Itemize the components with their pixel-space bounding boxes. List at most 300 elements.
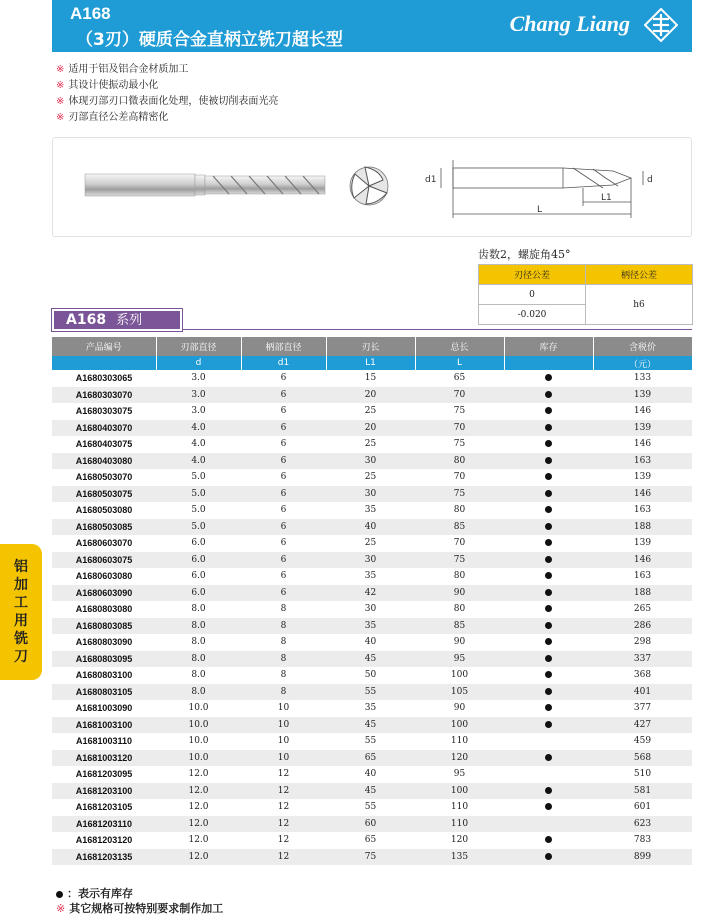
d1-cell: 6 <box>241 469 326 486</box>
price-cell: 783 <box>593 832 692 849</box>
stock-cell <box>504 750 593 767</box>
d-cell: 12.0 <box>156 816 241 833</box>
code-cell: A1681003110 <box>52 733 156 750</box>
custom-note-mark: ※ <box>56 902 66 915</box>
column-header: 总长 <box>415 337 504 356</box>
table-row <box>52 552 692 569</box>
stock-cell <box>504 733 593 750</box>
table-row <box>52 783 692 800</box>
column-header: 刃长 <box>326 337 415 356</box>
table-row <box>52 634 692 651</box>
d-cell: 6.0 <box>156 568 241 585</box>
d1-cell: 10 <box>241 717 326 734</box>
stock-cell <box>504 469 593 486</box>
d1-cell: 12 <box>241 766 326 783</box>
l-cell: 110 <box>415 816 504 833</box>
in-stock-dot-icon <box>545 754 552 761</box>
side-tab-char: 用 <box>14 613 28 629</box>
price-cell: 139 <box>593 387 692 404</box>
feature-item <box>56 78 278 94</box>
table-row <box>52 667 692 684</box>
category-side-tab <box>0 544 42 680</box>
side-tab-char: 工 <box>14 595 28 611</box>
d-cell: 8.0 <box>156 634 241 651</box>
shank-tol-header: 柄径公差 <box>586 265 693 285</box>
price-cell: 510 <box>593 766 692 783</box>
l-cell: 85 <box>415 519 504 536</box>
column-subheader: d1 <box>241 356 326 370</box>
code-cell: A1680403070 <box>52 420 156 437</box>
table-row <box>52 535 692 552</box>
in-stock-dot-icon <box>545 704 552 711</box>
table-row <box>52 849 692 866</box>
l-cell: 75 <box>415 486 504 503</box>
d-cell: 8.0 <box>156 684 241 701</box>
l1-cell: 45 <box>326 783 415 800</box>
table-row <box>52 568 692 585</box>
price-cell: 298 <box>593 634 692 651</box>
dim-d1-label: d1 <box>425 175 437 185</box>
l-cell: 85 <box>415 618 504 635</box>
blade-tol-lower: -0.020 <box>479 305 586 325</box>
series-suffix: 系列 <box>116 313 143 328</box>
l1-cell: 35 <box>326 618 415 635</box>
dim-d-label: d <box>647 175 653 185</box>
table-row <box>52 519 692 536</box>
stock-cell <box>504 519 593 536</box>
l-cell: 75 <box>415 552 504 569</box>
column-header: 产品编号 <box>52 337 156 356</box>
l1-cell: 30 <box>326 552 415 569</box>
code-cell: A1680403075 <box>52 436 156 453</box>
price-cell: 133 <box>593 370 692 387</box>
d-cell: 10.0 <box>156 750 241 767</box>
l1-cell: 60 <box>326 816 415 833</box>
in-stock-dot-icon <box>545 589 552 596</box>
code-cell: A1680803080 <box>52 601 156 618</box>
table-row <box>52 700 692 717</box>
price-cell: 568 <box>593 750 692 767</box>
l-cell: 100 <box>415 783 504 800</box>
stock-cell <box>504 766 593 783</box>
column-subheader: d <box>156 356 241 370</box>
price-cell: 368 <box>593 667 692 684</box>
end-mill-illustration <box>53 138 693 238</box>
in-stock-dot-icon <box>545 424 552 431</box>
l-cell: 75 <box>415 403 504 420</box>
l-cell: 90 <box>415 585 504 602</box>
d1-cell: 10 <box>241 733 326 750</box>
side-tab-char: 铝 <box>14 559 28 575</box>
blade-tol-upper: 0 <box>479 285 586 305</box>
in-stock-dot-icon <box>545 490 552 497</box>
d1-cell: 6 <box>241 420 326 437</box>
d1-cell: 6 <box>241 403 326 420</box>
column-header: 含税价 <box>593 337 692 356</box>
d1-cell: 6 <box>241 486 326 503</box>
product-title: （3刃）硬质合金直柄立铣刀超长型 <box>76 30 343 50</box>
feature-text: 其设计使振动最小化 <box>68 80 159 91</box>
price-cell: 601 <box>593 799 692 816</box>
l1-cell: 15 <box>326 370 415 387</box>
code-cell: A1680503080 <box>52 502 156 519</box>
l1-cell: 40 <box>326 519 415 536</box>
stock-cell <box>504 717 593 734</box>
in-stock-dot-icon <box>545 688 552 695</box>
table-row <box>52 585 692 602</box>
price-cell: 146 <box>593 436 692 453</box>
column-header: 库存 <box>504 337 593 356</box>
in-stock-dot-icon <box>545 638 552 645</box>
d1-cell: 12 <box>241 783 326 800</box>
d1-cell: 8 <box>241 684 326 701</box>
code-cell: A1681003090 <box>52 700 156 717</box>
price-cell: 377 <box>593 700 692 717</box>
d-cell: 12.0 <box>156 849 241 866</box>
l1-cell: 45 <box>326 651 415 668</box>
table-row <box>52 816 692 833</box>
l-cell: 95 <box>415 766 504 783</box>
d1-cell: 8 <box>241 651 326 668</box>
l1-cell: 45 <box>326 717 415 734</box>
l-cell: 80 <box>415 601 504 618</box>
d1-cell: 10 <box>241 750 326 767</box>
price-cell: 337 <box>593 651 692 668</box>
d-cell: 3.0 <box>156 403 241 420</box>
series-divider <box>182 329 692 330</box>
d1-cell: 6 <box>241 568 326 585</box>
table-row <box>52 750 692 767</box>
l1-cell: 40 <box>326 766 415 783</box>
code-cell: A1681003100 <box>52 717 156 734</box>
l1-cell: 50 <box>326 667 415 684</box>
d-cell: 8.0 <box>156 618 241 635</box>
table-row <box>52 766 692 783</box>
feature-text: 适用于铝及铝合金材质加工 <box>68 64 189 75</box>
d1-cell: 6 <box>241 585 326 602</box>
side-tab-char: 加 <box>14 577 28 593</box>
table-row <box>52 601 692 618</box>
code-cell: A1680303070 <box>52 387 156 404</box>
product-table <box>52 337 693 865</box>
in-stock-dot-icon <box>545 721 552 728</box>
column-subheader: （元） <box>593 356 692 370</box>
price-cell: 427 <box>593 717 692 734</box>
table-row <box>52 733 692 750</box>
stock-cell <box>504 816 593 833</box>
spec-caption: 齿数2，螺旋角45° <box>478 248 571 261</box>
l1-cell: 20 <box>326 420 415 437</box>
stock-cell <box>504 601 593 618</box>
price-cell: 163 <box>593 568 692 585</box>
feature-text: 刃部直径公差高精密化 <box>68 112 169 123</box>
d-cell: 3.0 <box>156 387 241 404</box>
code-cell: A1680603080 <box>52 568 156 585</box>
feature-mark: ※ <box>56 64 65 75</box>
price-cell: 146 <box>593 486 692 503</box>
stock-cell <box>504 618 593 635</box>
stock-cell <box>504 436 593 453</box>
l-cell: 135 <box>415 849 504 866</box>
d1-cell: 8 <box>241 601 326 618</box>
l1-cell: 40 <box>326 634 415 651</box>
code-cell: A1680503085 <box>52 519 156 536</box>
l1-cell: 65 <box>326 832 415 849</box>
d1-cell: 6 <box>241 436 326 453</box>
l1-cell: 55 <box>326 733 415 750</box>
d1-cell: 12 <box>241 849 326 866</box>
stock-cell <box>504 387 593 404</box>
l1-cell: 30 <box>326 601 415 618</box>
table-row <box>52 799 692 816</box>
stock-cell <box>504 403 593 420</box>
in-stock-dot-icon <box>545 374 552 381</box>
feature-text: 体现刃部刃口微表面化处理，使被切削表面光亮 <box>68 96 279 107</box>
table-row <box>52 370 692 387</box>
d1-cell: 12 <box>241 799 326 816</box>
code-cell: A1681203110 <box>52 816 156 833</box>
product-diagram <box>52 137 692 237</box>
stock-cell <box>504 700 593 717</box>
l-cell: 80 <box>415 502 504 519</box>
d-cell: 12.0 <box>156 832 241 849</box>
price-cell: 581 <box>593 783 692 800</box>
table-row <box>52 832 692 849</box>
table-row <box>52 387 692 404</box>
stock-cell <box>504 420 593 437</box>
table-row <box>52 618 692 635</box>
d-cell: 4.0 <box>156 436 241 453</box>
brand-name: Chang Liang <box>509 11 630 36</box>
feature-mark: ※ <box>56 96 65 107</box>
d-cell: 10.0 <box>156 700 241 717</box>
l-cell: 90 <box>415 700 504 717</box>
l1-cell: 25 <box>326 535 415 552</box>
d1-cell: 6 <box>241 370 326 387</box>
in-stock-dot-icon <box>545 506 552 513</box>
in-stock-dot-icon <box>545 523 552 530</box>
d-cell: 6.0 <box>156 585 241 602</box>
price-cell: 623 <box>593 816 692 833</box>
d1-cell: 6 <box>241 552 326 569</box>
d1-cell: 6 <box>241 387 326 404</box>
feature-item <box>56 62 278 78</box>
table-row <box>52 403 692 420</box>
d1-cell: 6 <box>241 502 326 519</box>
price-cell: 188 <box>593 519 692 536</box>
d-cell: 4.0 <box>156 420 241 437</box>
d-cell: 5.0 <box>156 486 241 503</box>
d-cell: 10.0 <box>156 717 241 734</box>
custom-note-text: 其它规格可按特别要求制作加工 <box>69 902 224 915</box>
column-subheader <box>52 356 156 370</box>
stock-cell <box>504 651 593 668</box>
d-cell: 6.0 <box>156 535 241 552</box>
l1-cell: 35 <box>326 700 415 717</box>
price-cell: 139 <box>593 535 692 552</box>
feature-item <box>56 94 278 110</box>
table-row <box>52 651 692 668</box>
shank-tol-value: h6 <box>586 285 693 325</box>
in-stock-dot-icon <box>545 671 552 678</box>
stock-cell <box>504 370 593 387</box>
blade-tol-header: 刃径公差 <box>479 265 586 285</box>
d1-cell: 10 <box>241 700 326 717</box>
l-cell: 65 <box>415 370 504 387</box>
price-cell: 146 <box>593 403 692 420</box>
chang-liang-logo-icon <box>644 8 678 42</box>
l-cell: 80 <box>415 568 504 585</box>
code-cell: A1681203105 <box>52 799 156 816</box>
d-cell: 8.0 <box>156 601 241 618</box>
d-cell: 12.0 <box>156 799 241 816</box>
in-stock-dot-icon <box>545 572 552 579</box>
l-cell: 70 <box>415 387 504 404</box>
l1-cell: 42 <box>326 585 415 602</box>
side-tab-char: 刀 <box>14 649 28 665</box>
d1-cell: 6 <box>241 453 326 470</box>
d1-cell: 12 <box>241 816 326 833</box>
table-row <box>52 486 692 503</box>
d-cell: 8.0 <box>156 651 241 668</box>
in-stock-dot-icon <box>545 539 552 546</box>
code-cell: A1681203120 <box>52 832 156 849</box>
table-header-row <box>52 337 692 356</box>
l-cell: 100 <box>415 667 504 684</box>
l-cell: 95 <box>415 651 504 668</box>
stock-cell <box>504 667 593 684</box>
price-cell: 188 <box>593 585 692 602</box>
code-cell: A1680603070 <box>52 535 156 552</box>
in-stock-dot-icon <box>545 457 552 464</box>
l-cell: 80 <box>415 453 504 470</box>
d-cell: 12.0 <box>156 783 241 800</box>
code-cell: A1681003120 <box>52 750 156 767</box>
table-row <box>52 502 692 519</box>
code-cell: A1681203100 <box>52 783 156 800</box>
stock-cell <box>504 453 593 470</box>
l1-cell: 30 <box>326 486 415 503</box>
dim-l1-label: L1 <box>601 193 612 203</box>
price-cell: 139 <box>593 469 692 486</box>
side-tab-char: 铣 <box>14 631 28 647</box>
stock-cell <box>504 783 593 800</box>
l1-cell: 35 <box>326 568 415 585</box>
column-header: 刃部直径 <box>156 337 241 356</box>
l-cell: 100 <box>415 717 504 734</box>
series-label <box>52 309 182 331</box>
stock-cell <box>504 849 593 866</box>
d1-cell: 6 <box>241 535 326 552</box>
d1-cell: 8 <box>241 634 326 651</box>
code-cell: A1680503070 <box>52 469 156 486</box>
in-stock-dot-icon <box>545 473 552 480</box>
price-cell: 459 <box>593 733 692 750</box>
d1-cell: 8 <box>241 618 326 635</box>
l-cell: 70 <box>415 535 504 552</box>
table-row <box>52 469 692 486</box>
feature-mark: ※ <box>56 80 65 91</box>
feature-list <box>56 62 278 126</box>
d-cell: 3.0 <box>156 370 241 387</box>
d-cell: 5.0 <box>156 469 241 486</box>
stock-dot-icon <box>56 891 63 898</box>
stock-cell <box>504 634 593 651</box>
in-stock-dot-icon <box>545 440 552 447</box>
tolerance-table <box>478 264 693 325</box>
in-stock-dot-icon <box>545 836 552 843</box>
stock-cell <box>504 552 593 569</box>
l-cell: 70 <box>415 469 504 486</box>
l1-cell: 35 <box>326 502 415 519</box>
stock-cell <box>504 502 593 519</box>
stock-note <box>56 886 223 901</box>
price-cell: 163 <box>593 502 692 519</box>
in-stock-dot-icon <box>545 391 552 398</box>
table-row <box>52 453 692 470</box>
code-cell: A1680803100 <box>52 667 156 684</box>
in-stock-dot-icon <box>545 853 552 860</box>
column-header: 柄部直径 <box>241 337 326 356</box>
code-cell: A1680603075 <box>52 552 156 569</box>
table-row <box>52 436 692 453</box>
code-cell: A1681203135 <box>52 849 156 866</box>
l1-cell: 55 <box>326 684 415 701</box>
code-cell: A1680803090 <box>52 634 156 651</box>
in-stock-dot-icon <box>545 787 552 794</box>
feature-mark: ※ <box>56 112 65 123</box>
code-cell: A1680803095 <box>52 651 156 668</box>
stock-cell <box>504 535 593 552</box>
stock-cell <box>504 568 593 585</box>
l-cell: 75 <box>415 436 504 453</box>
column-subheader: L <box>415 356 504 370</box>
d-cell: 6.0 <box>156 552 241 569</box>
price-cell: 265 <box>593 601 692 618</box>
in-stock-dot-icon <box>545 622 552 629</box>
d-cell: 5.0 <box>156 502 241 519</box>
code-cell: A1680403080 <box>52 453 156 470</box>
d-cell: 10.0 <box>156 733 241 750</box>
column-subheader: L1 <box>326 356 415 370</box>
table-row <box>52 420 692 437</box>
footnotes <box>56 886 223 916</box>
l-cell: 120 <box>415 832 504 849</box>
price-cell: 401 <box>593 684 692 701</box>
header-bar <box>52 0 692 52</box>
stock-cell <box>504 684 593 701</box>
l1-cell: 20 <box>326 387 415 404</box>
in-stock-dot-icon <box>545 803 552 810</box>
l-cell: 90 <box>415 634 504 651</box>
custom-note <box>56 901 223 916</box>
series-code: A168 <box>66 312 107 328</box>
d-cell: 4.0 <box>156 453 241 470</box>
l1-cell: 30 <box>326 453 415 470</box>
price-cell: 146 <box>593 552 692 569</box>
l1-cell: 65 <box>326 750 415 767</box>
l-cell: 110 <box>415 733 504 750</box>
l1-cell: 75 <box>326 849 415 866</box>
d-cell: 5.0 <box>156 519 241 536</box>
d-cell: 12.0 <box>156 766 241 783</box>
in-stock-dot-icon <box>545 605 552 612</box>
code-cell: A1680503075 <box>52 486 156 503</box>
code-cell: A1680303075 <box>52 403 156 420</box>
price-cell: 163 <box>593 453 692 470</box>
code-cell: A1680803085 <box>52 618 156 635</box>
l1-cell: 25 <box>326 436 415 453</box>
